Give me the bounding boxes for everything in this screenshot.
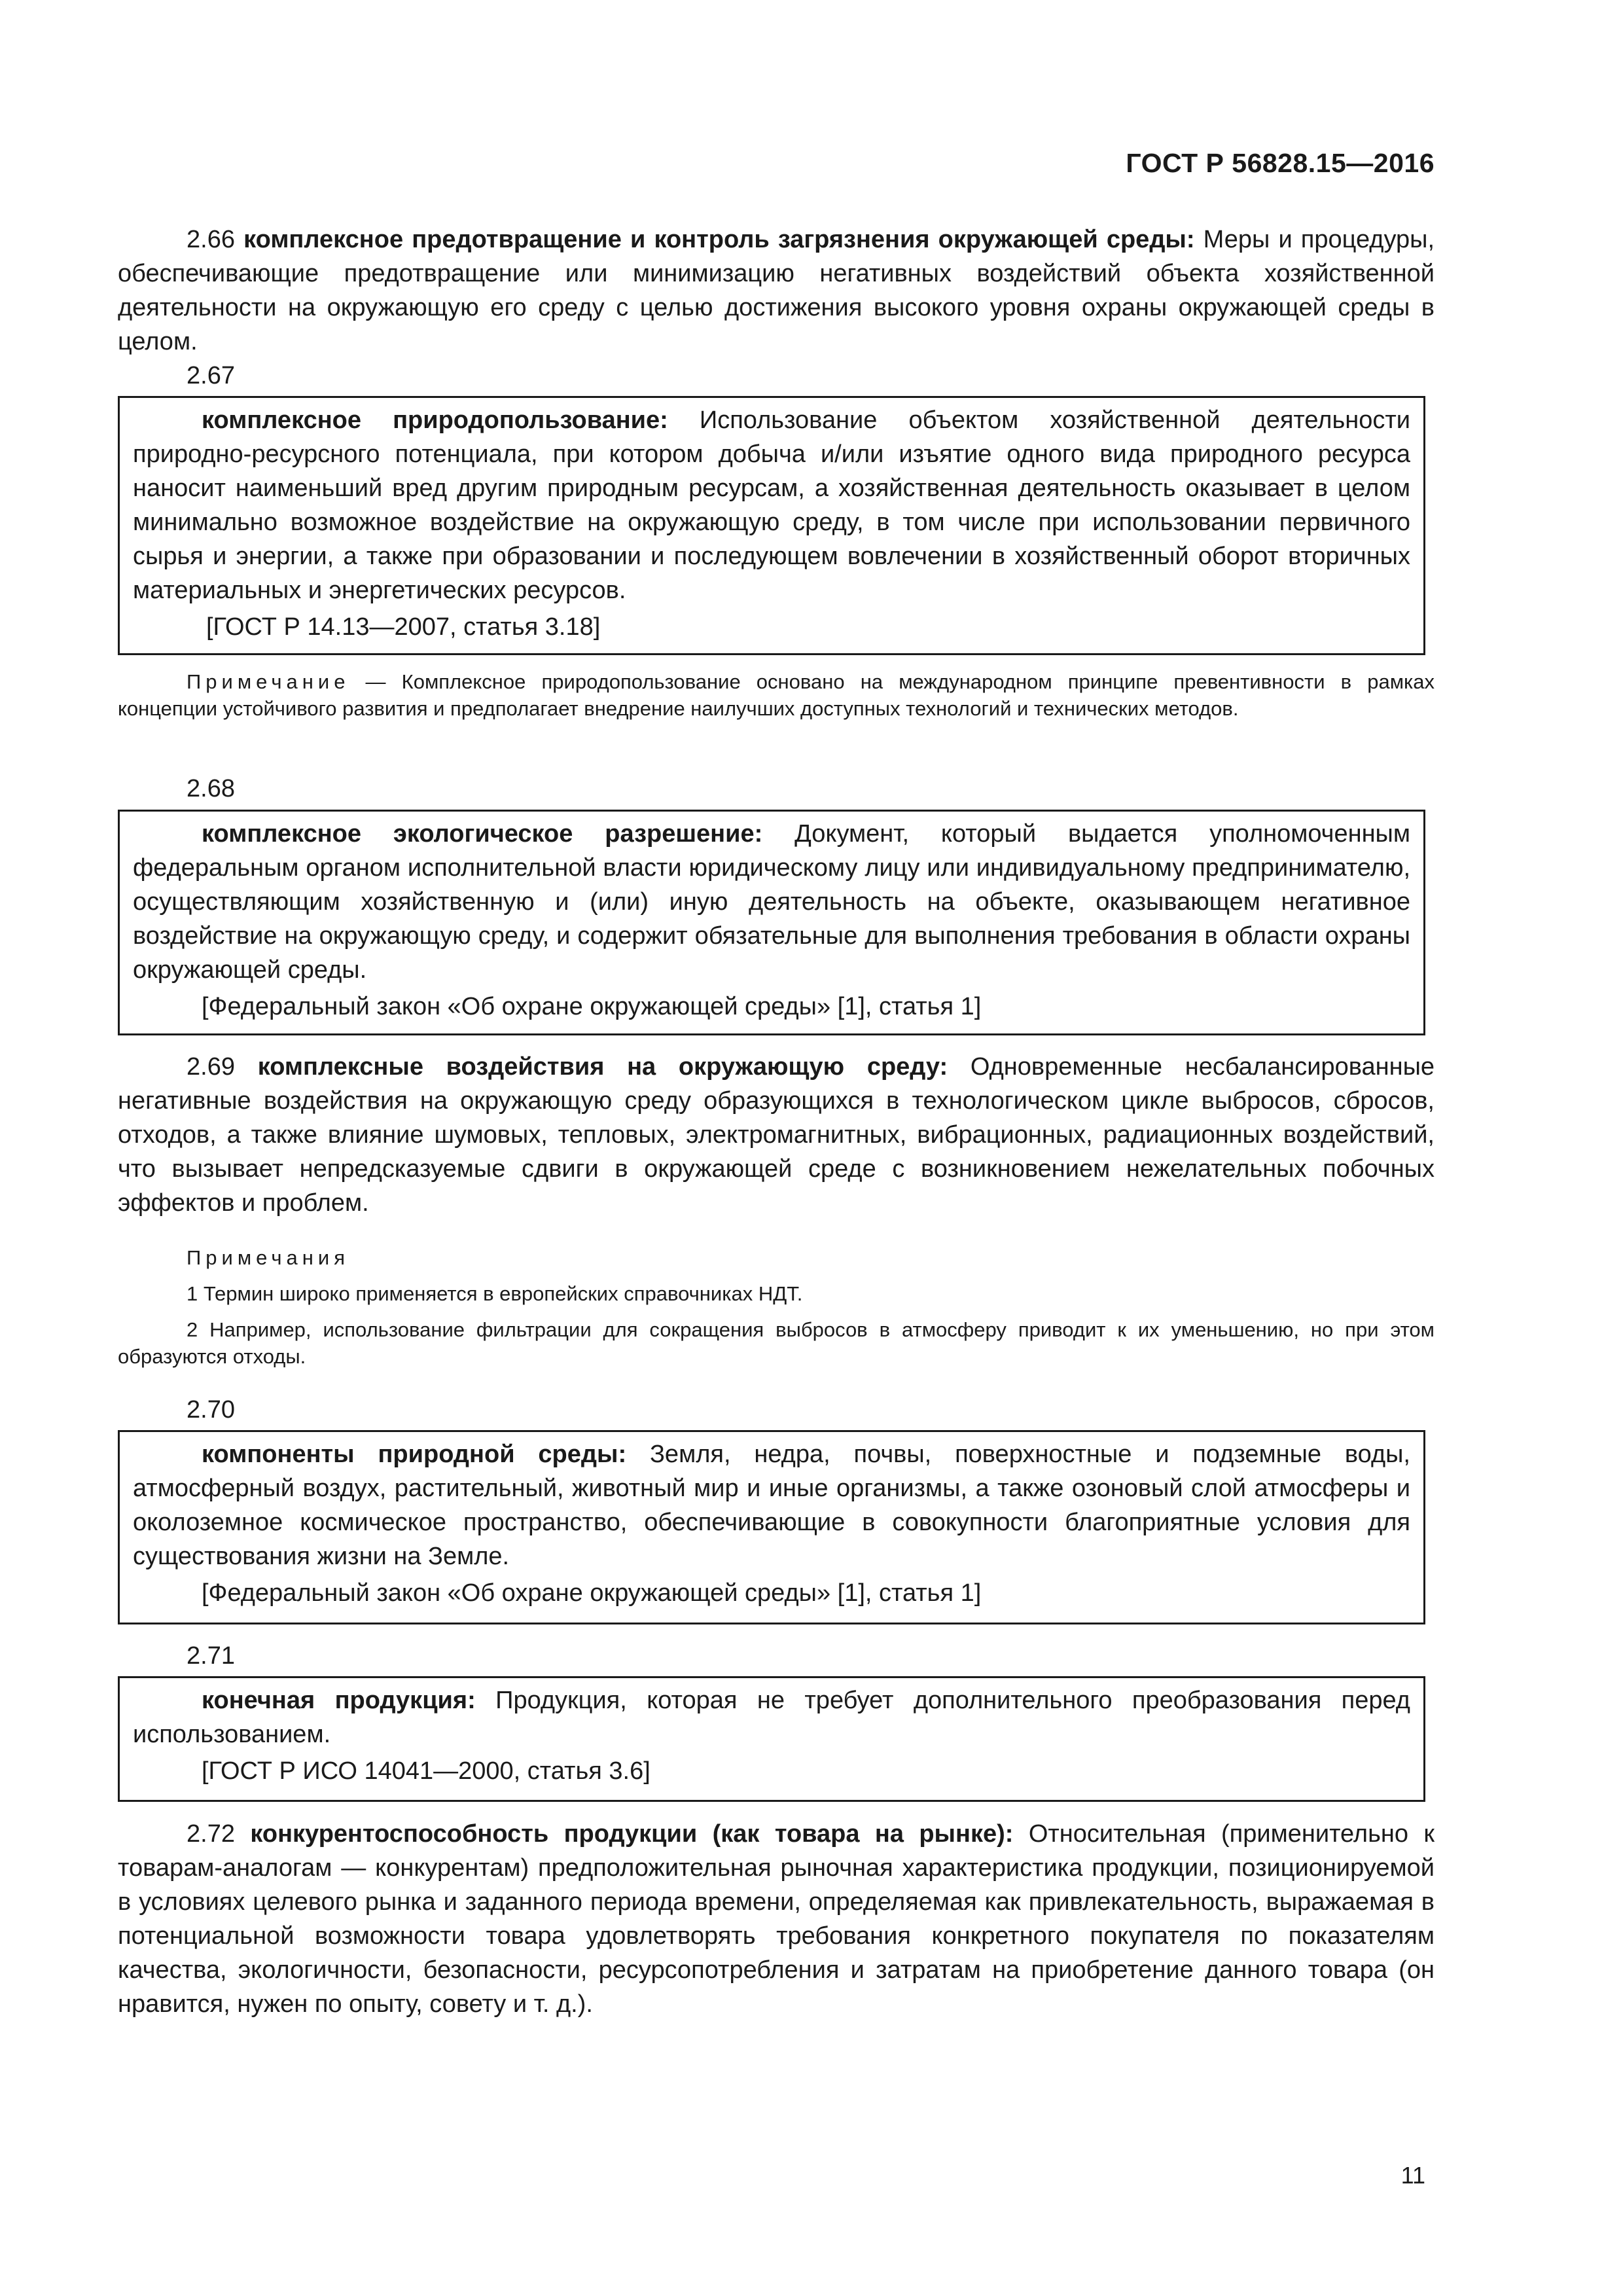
entry-term: комплексное предотвращение и контроль загрязнения окружающей среды:: [243, 226, 1195, 253]
entry-definition: Меры и процедуры, обеспечивающие предотвращение или минимизацию негативных воздействий объекта хозяйственной деятельности на окружающую его среду с целью достижения высокого уровня охраны окружающей среды в целом.: [118, 226, 1435, 355]
entry-2-72: [118, 1817, 1435, 2021]
entry-2-71-text: [133, 1683, 1410, 1751]
entry-2-69: [118, 1050, 1435, 1220]
entry-number: 2.70: [187, 1396, 235, 1424]
standard-designation: ГОСТ Р 56828.15—2016: [1126, 148, 1435, 178]
entry-term: комплексные воздействия на окружающую среду:: [257, 1053, 948, 1081]
entry-definition: Земля, недра, почвы, поверхностные и подземные воды, атмосферный воздух, растительный, животный мир и иные организмы, а также озоновый слой атмосферы и околоземное космическое пространство, обеспечивающие в совокупности благоприятные условия для существования жизни на Земле.: [133, 1441, 1410, 1570]
entry-2-67-note: [118, 668, 1435, 722]
entry-2-71-box: [118, 1676, 1425, 1802]
entry-definition: Использование объектом хозяйственной деятельности природно-ресурсного потенциала, при котором добыча и/или изъятие одного вида природного ресурса наносит наименьший вред другим природным ресурсам, а хозяйственная деятельность оказывает в целом минимально возможное воздействие на окружающую среду, в том числе при использовании первичного сырья и энергии, а также при образовании и последующем вовлечении в хозяйственный оборот вторичных материальных и энергетических ресурсов.: [133, 406, 1410, 604]
entry-term: компоненты природной среды:: [202, 1441, 627, 1468]
entry-2-69-text: [118, 1050, 1435, 1220]
entry-definition: Продукция, которая не требует дополнительного преобразования перед использованием.: [133, 1687, 1410, 1748]
entry-2-70-number: [118, 1393, 1435, 1427]
entry-2-67-text: [133, 403, 1410, 607]
entry-source: [ГОСТ Р ИСО 14041—2000, статья 3.6]: [202, 1757, 651, 1785]
entry-2-70-text: [133, 1437, 1410, 1573]
entry-number: 2.71: [187, 1642, 235, 1670]
entry-2-68-box: [118, 810, 1425, 1035]
entry-source: [Федеральный закон «Об охране окружающей среды» [1], статья 1]: [202, 993, 982, 1020]
note-2: 2 Например, использование фильтрации для сокращения выбросов в атмосферу приводит к их уменьшению, но при этом образуются отходы.: [118, 1318, 1435, 1368]
entry-definition: Относительная (применительно к товарам-аналогам — конкурентам) предположительная рыночная характеристика продукции, позиционируемой в условиях целевого рынка и заданного периода времени, определяемая как привлекательность, выражаемая в потенциальной возможности товара удовлетворять требования конкретного покупателя по показателям качества, экологичности, безопасности, ресурсопотребления и затратам на приобретение данного товара (он нравится, нужен по опыту, совету и т. д.).: [118, 1820, 1435, 2018]
entry-number: 2.72: [187, 1820, 235, 1848]
entry-term: комплексное природопользование:: [202, 406, 668, 434]
entry-2-66: [118, 223, 1435, 359]
entry-source: [ГОСТ Р 14.13—2007, статья 3.18]: [206, 613, 601, 641]
entry-2-70-box: [118, 1430, 1425, 1624]
entry-2-69-notes: [118, 1244, 1435, 1370]
entry-2-67-box: [118, 396, 1425, 655]
entry-number: 2.68: [187, 775, 235, 802]
entry-2-72-text: [118, 1817, 1435, 2021]
entry-definition: Документ, который выдается уполномоченным федеральным органом исполнительной власти юридическому лицу или индивидуальному предпринимателю, осуществляющим хозяйственную и (или) иную деятельность на объекте, оказывающем негативное воздействие на окружающую среду, и содержит обязательные для выполнения требования в области охраны окружающей среды.: [133, 820, 1410, 984]
entry-source: [Федеральный закон «Об охране окружающей среды» [1], статья 1]: [202, 1579, 982, 1607]
entry-term: комплексное экологическое разрешение:: [202, 820, 763, 848]
document-page: [118, 0, 1435, 2296]
entry-2-68-text: [133, 817, 1410, 987]
entry-term: конечная продукция:: [202, 1687, 476, 1714]
notes-title: Примечания: [187, 1246, 349, 1269]
entry-2-66-text: [118, 223, 1435, 359]
entry-term: конкурентоспособность продукции (как товара на рынке):: [250, 1820, 1014, 1848]
note-label: Примечание: [187, 670, 350, 693]
note-1: 1 Термин широко применяется в европейских справочниках НДТ.: [187, 1282, 803, 1305]
note-body: — Комплексное природопользование основано на международном принципе превентивности в рамках концепции устойчивого развития и предполагает внедрение наилучших доступных технологий и технических методов.: [118, 670, 1435, 720]
note-text: [118, 668, 1435, 722]
entry-number: 2.69: [187, 1053, 235, 1081]
entry-2-67-number: [118, 359, 1435, 393]
entry-definition: Одновременные несбалансированные негативные воздействия на окружающую среду образующихся в технологическом цикле выбросов, сбросов, отходов, а также влияние шумовых, тепловых, электромагнитных, вибрационных, радиационных воздействий, что вызывает непредсказуемые сдвиги в окружающей среде с возникновением нежелательных побочных эффектов и проблем.: [118, 1053, 1435, 1217]
page-number: 11: [1400, 2162, 1425, 2189]
entry-2-71-number: [118, 1639, 1435, 1673]
entry-2-68-number: [118, 772, 1435, 806]
entry-number: 2.67: [187, 362, 235, 389]
entry-number: 2.66: [187, 226, 235, 253]
